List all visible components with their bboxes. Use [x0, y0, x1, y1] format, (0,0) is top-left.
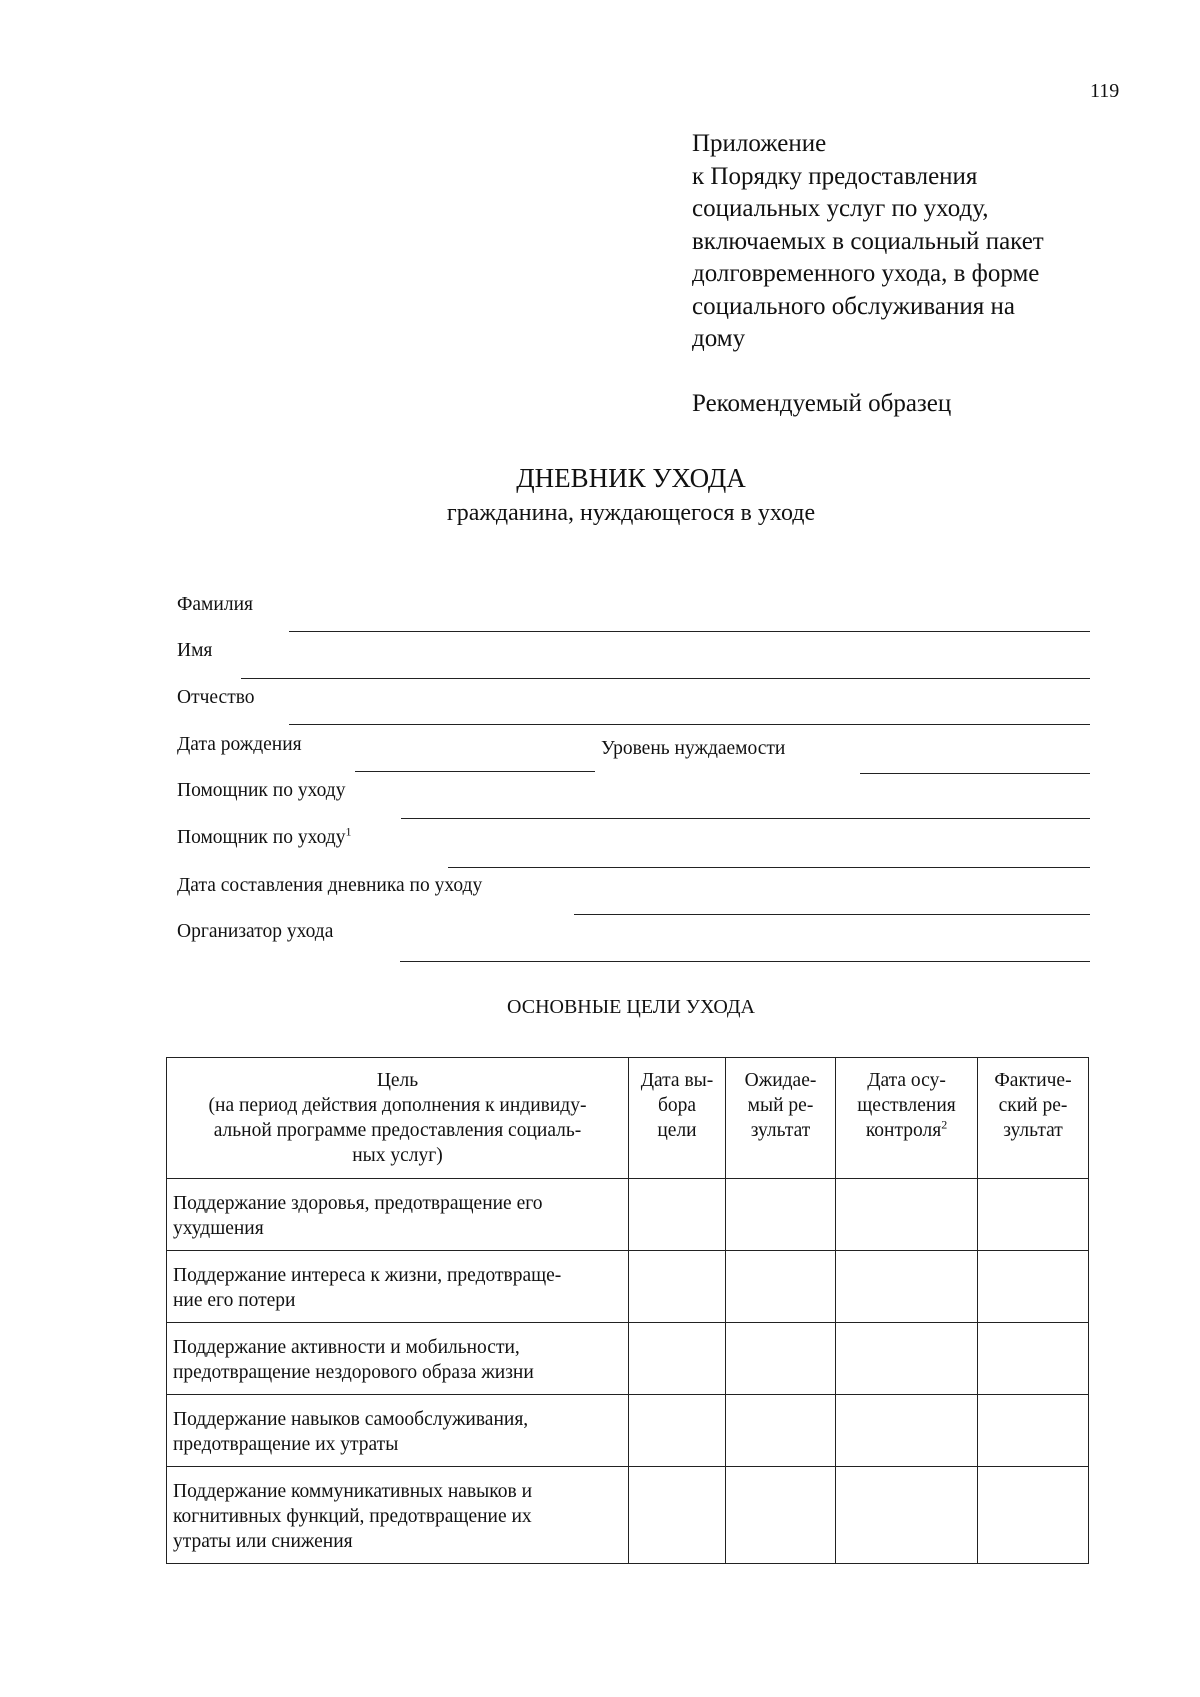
header-expected-result-line: Ожидае-: [744, 1070, 817, 1091]
goal-text-line: Поддержание коммуникативных навыков и: [173, 1481, 533, 1502]
header-control-date-line: Дата осу-: [867, 1070, 946, 1091]
expected-result-cell[interactable]: [726, 1179, 836, 1251]
surname-line[interactable]: [289, 631, 1090, 632]
table-row: [167, 1251, 1089, 1323]
footnote-2-mark: 2: [941, 1117, 948, 1132]
care-assistant-label: Помощник по уходу: [177, 780, 346, 801]
actual-result-cell[interactable]: [978, 1179, 1089, 1251]
control-date-cell[interactable]: [836, 1251, 978, 1323]
care-organizer-label: Организатор ухода: [177, 921, 334, 942]
document-title: ДНЕВНИК УХОДА: [516, 463, 746, 493]
goal-text-line: Поддержание активности и мобильности,: [173, 1337, 520, 1358]
sample-label: Рекомендуемый образец: [692, 389, 952, 417]
goal-cell: [167, 1251, 629, 1323]
goal-cell: [167, 1179, 629, 1251]
appendix-line: Приложение: [692, 130, 827, 157]
selection-date-cell[interactable]: [629, 1323, 726, 1395]
header-selection-date-line: бора: [657, 1095, 697, 1116]
document-title-block: [0, 463, 1200, 527]
goal-text-line: утраты или снижения: [173, 1531, 353, 1552]
appendix-line: социальных услуг по уходу,: [692, 195, 989, 222]
header-goal-line: Цель: [376, 1070, 419, 1091]
goal-text-line: ние его потери: [173, 1290, 296, 1311]
patronymic-line[interactable]: [289, 724, 1090, 725]
selection-date-cell[interactable]: [629, 1467, 726, 1564]
header-expected-result-line: мый ре-: [747, 1095, 814, 1116]
goal-cell: [167, 1467, 629, 1564]
control-date-cell[interactable]: [836, 1179, 978, 1251]
selection-date-cell[interactable]: [629, 1179, 726, 1251]
name-label: Имя: [177, 640, 213, 661]
header-goal-line: ных услуг): [352, 1145, 443, 1166]
header-goal-line: (на период действия дополнения к индивиду-: [208, 1095, 587, 1116]
appendix-line: социального обслуживания на: [692, 292, 1015, 320]
need-level-line[interactable]: [860, 773, 1090, 774]
control-date-cell[interactable]: [836, 1467, 978, 1564]
actual-result-cell[interactable]: [978, 1251, 1089, 1323]
actual-result-cell[interactable]: [978, 1395, 1089, 1467]
appendix-line: долговременного ухода, в форме: [692, 260, 1040, 287]
expected-result-cell[interactable]: [726, 1251, 836, 1323]
surname-label: Фамилия: [177, 594, 253, 615]
care-organizer-line[interactable]: [400, 961, 1090, 962]
table-row: [167, 1395, 1089, 1467]
care-assistant-line[interactable]: [401, 818, 1090, 819]
goal-text-line: предотвращение нездорового образа жизни: [173, 1362, 534, 1383]
expected-result-cell[interactable]: [726, 1467, 836, 1564]
appendix-line: дому: [692, 325, 746, 352]
goal-text-line: когнитивных функций, предотвращение их: [173, 1506, 532, 1527]
header-goal: [167, 1058, 629, 1179]
goals-section-title: ОСНОВНЫЕ ЦЕЛИ УХОДА: [507, 996, 755, 1018]
header-expected-result-line: зультат: [750, 1120, 811, 1141]
diary-date-label: Дата составления дневника по уходу: [177, 875, 483, 896]
appendix-note: [692, 128, 1044, 420]
goal-cell: [167, 1395, 629, 1467]
expected-result-cell[interactable]: [726, 1395, 836, 1467]
control-date-cell[interactable]: [836, 1323, 978, 1395]
patronymic-label: Отчество: [177, 687, 255, 708]
header-actual-result-line: зультат: [1003, 1120, 1063, 1141]
birth-date-label: Дата рождения: [177, 734, 302, 755]
appendix-line: включаемых в социальный пакет: [692, 227, 1044, 255]
control-date-cell[interactable]: [836, 1395, 978, 1467]
goal-cell: [167, 1323, 629, 1395]
header-actual-result-line: Фактиче-: [994, 1070, 1072, 1091]
goal-text-line: Поддержание интереса к жизни, предотвраще-: [173, 1265, 562, 1286]
header-goal-line: альной программе предоставления социаль-: [213, 1120, 582, 1141]
care-assistant-2-label: Помощник по уходу$^1$: [177, 824, 352, 848]
table-row: [167, 1467, 1089, 1564]
selection-date-cell[interactable]: [629, 1251, 726, 1323]
document-subtitle: гражданина, нуждающегося в уходе: [446, 500, 816, 526]
name-line[interactable]: [241, 678, 1090, 679]
care-goals-table: [166, 1057, 1089, 1564]
header-actual-result-line: ский ре-: [998, 1095, 1068, 1116]
header-selection-date: [629, 1058, 726, 1179]
header-selection-date-line: Дата вы-: [640, 1070, 714, 1091]
footnote-1-mark: 1: [345, 824, 352, 839]
header-control-date-line: контроля$^2$: [865, 1117, 948, 1141]
actual-result-cell[interactable]: [978, 1323, 1089, 1395]
actual-result-cell[interactable]: [978, 1467, 1089, 1564]
birth-date-line[interactable]: [355, 771, 595, 772]
header-control-date: [836, 1058, 978, 1179]
table-row: [167, 1179, 1089, 1251]
header-control-date-line: ществления: [857, 1095, 956, 1116]
goal-text-line: Поддержание навыков самообслуживания,: [173, 1409, 529, 1430]
selection-date-cell[interactable]: [629, 1395, 726, 1467]
goal-text-line: предотвращение их утраты: [173, 1434, 399, 1455]
page-number: 119: [1090, 80, 1120, 102]
expected-result-cell[interactable]: [726, 1323, 836, 1395]
diary-date-line[interactable]: [574, 914, 1090, 915]
appendix-line: к Порядку предоставления: [692, 162, 978, 190]
table-row: [167, 1323, 1089, 1395]
header-actual-result: [978, 1058, 1089, 1179]
care-assistant-2-line[interactable]: [448, 867, 1090, 868]
goal-text-line: ухудшения: [173, 1218, 264, 1239]
header-expected-result: [726, 1058, 836, 1179]
table-header-row: [167, 1058, 1089, 1179]
need-level-label: Уровень нуждаемости: [601, 738, 786, 759]
goal-text-line: Поддержание здоровья, предотвращение его: [173, 1193, 543, 1214]
header-selection-date-line: цели: [657, 1120, 697, 1141]
